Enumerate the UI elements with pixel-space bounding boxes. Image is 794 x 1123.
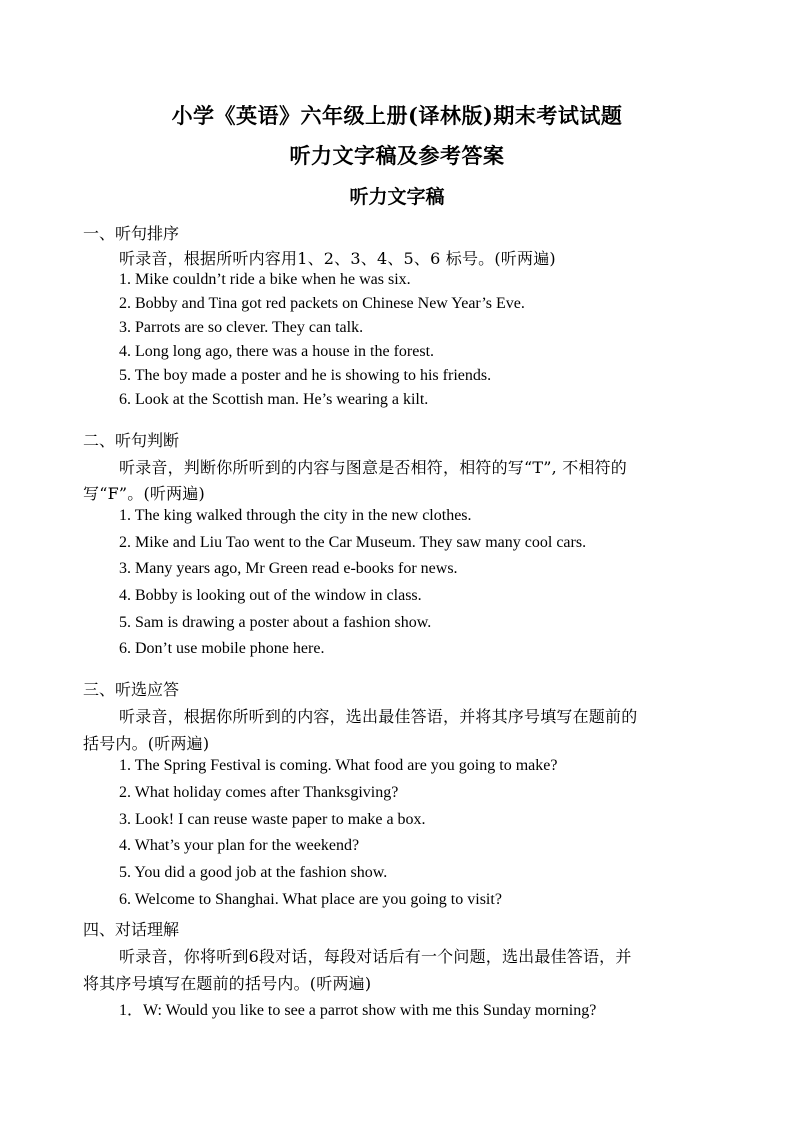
list-item: 1．W: Would you like to see a parrot show with me this Sunday morning?: [119, 1002, 597, 1019]
section-instruction-4: 听录音，你将听到6段对话，每段对话后有一个问题，选出最佳答语，并: [119, 947, 632, 966]
section-instruction-3-cont: 括号内。(听两遍): [83, 734, 210, 753]
section-subtitle: 听力文字稿: [349, 186, 445, 208]
list-item: 4. Bobby is looking out of the window in class.: [119, 587, 422, 604]
list-item: 4. Long long ago, there was a house in the forest.: [119, 343, 435, 360]
list-item: 2. Bobby and Tina got red packets on Chinese New Year’s Eve.: [119, 295, 525, 312]
list-item: 6. Look at the Scottish man. He’s wearing a kilt.: [119, 391, 429, 408]
section-instruction-3: 听录音，根据你所听到的内容，选出最佳答语，并将其序号填写在题前的: [119, 707, 638, 726]
document-title-line1: 小学《英语》六年级上册(译林版)期末考试试题: [171, 103, 623, 128]
list-item: 1. Mike couldn’t ride a bike when he was six.: [119, 271, 411, 288]
list-item: 6. Don’t use mobile phone here.: [119, 640, 325, 657]
document-title-line2: 听力文字稿及参考答案: [289, 143, 505, 168]
section-instruction-4-cont: 将其序号填写在题前的括号内。(听两遍): [83, 974, 372, 993]
list-item: 3. Many years ago, Mr Green read e-books for news.: [119, 560, 458, 577]
list-item: 1. The Spring Festival is coming. What food are you going to make?: [119, 757, 558, 774]
list-item: 3. Parrots are so clever. They can talk.: [119, 319, 364, 336]
list-item: 6. Welcome to Shanghai. What place are you going to visit?: [119, 891, 502, 908]
list-item: 2. Mike and Liu Tao went to the Car Museum. They saw many cool cars.: [119, 534, 587, 551]
list-item: 5. The boy made a poster and he is showing to his friends.: [119, 367, 492, 384]
section-heading-2: 二、听句判断: [83, 431, 180, 450]
section-instruction-2-cont: 写“F”。(听两遍): [83, 484, 205, 503]
section-heading-4: 四、对话理解: [83, 920, 180, 939]
list-item: 1. The king walked through the city in the new clothes.: [119, 507, 472, 524]
section-instruction-1: 听录音，根据所听内容用1、2、3、4、5、6 标号。(听两遍): [119, 249, 556, 268]
section-heading-3: 三、听选应答: [83, 680, 180, 699]
list-item: 4. What’s your plan for the weekend?: [119, 837, 360, 854]
list-item: 5. You did a good job at the fashion show.: [119, 864, 388, 881]
section-heading-1: 一、听句排序: [83, 224, 180, 243]
section-instruction-2: 听录音，判断你所听到的内容与图意是否相符，相符的写“T”, 不相符的: [119, 458, 628, 477]
list-item: 5. Sam is drawing a poster about a fashion show.: [119, 614, 432, 631]
list-item: 3. Look! I can reuse waste paper to make a box.: [119, 811, 426, 828]
list-item: 2. What holiday comes after Thanksgiving?: [119, 784, 399, 801]
